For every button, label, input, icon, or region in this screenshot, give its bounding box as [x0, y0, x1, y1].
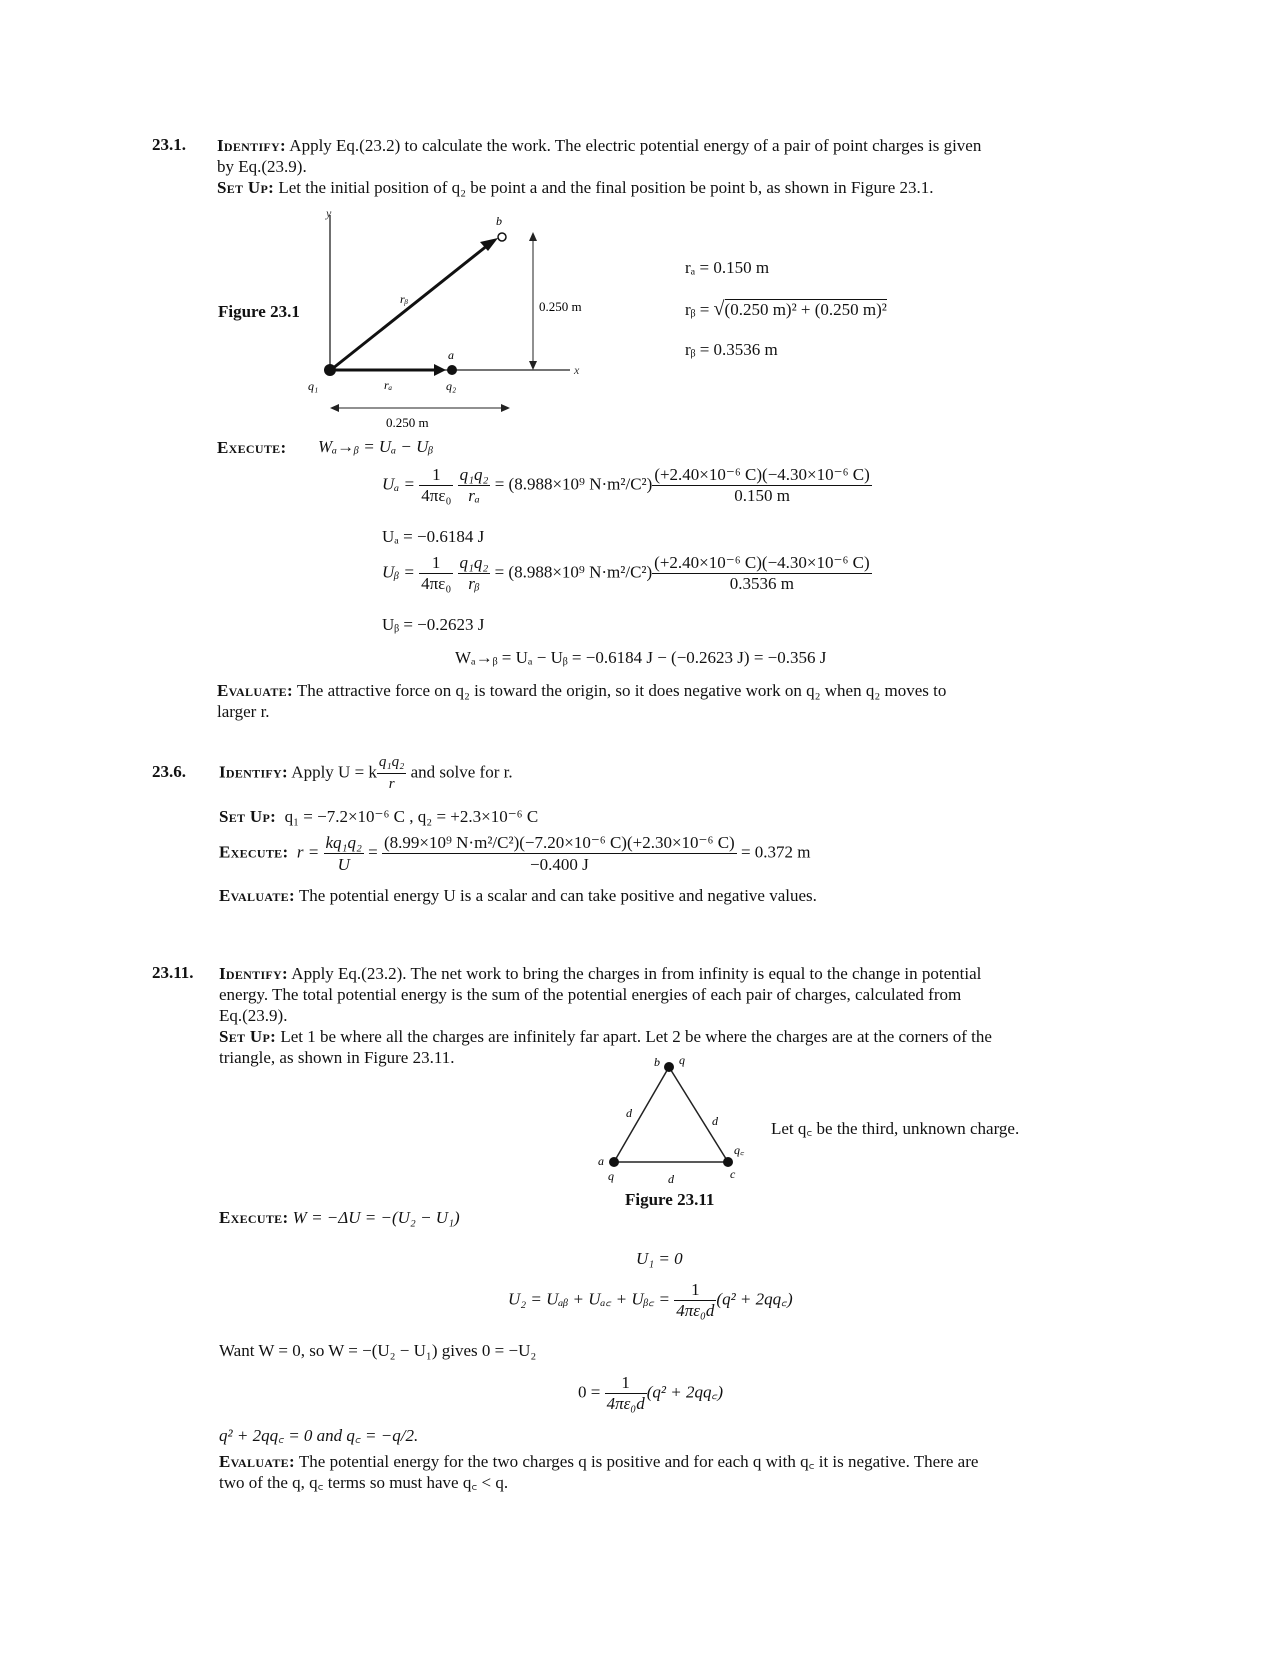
identify-line-23-6: Identify: Apply U = k $\frac{\text{q₁q₂}}{r}$ and solve for r.	[219, 754, 513, 792]
triangle-side-bc	[669, 1067, 728, 1162]
execute-line-23-6: Execute: r = $\frac{\text{kq₁q₂}}{U}$ = $\frac{\text{(8.99×10⁹ N·m²/C²)(−7.20×10⁻⁶ C)(+2.30×10⁻⁶ C)}}{-0.400 J}$ = 0.372 m	[219, 833, 811, 874]
charge-a	[609, 1157, 619, 1167]
identify-paragraph-23-11: Identify: Apply Eq.(23.2). The net work to bring the charges in from infinity is equal to the change in potential energy. The total potential energy is the sum of the potential energies of each pair of charges, calculated from Eq.(23.9). Set Up: Let 1 be where all the charges are infinitely far apart. Let 2 be where the charges are at the corners of the triangle, as shown in Figure 23.11.	[219, 964, 992, 1067]
triangle-side-ab	[614, 1067, 669, 1162]
ua-result: Uₐ = −0.6184 J	[382, 527, 485, 546]
problem-number-23-1: 23.1.	[152, 135, 186, 154]
q2-label: q₂	[446, 379, 457, 393]
u2-equation: U₂ = Uₐᵦ + Uₐ꜀ + Uᵦ꜀ = $\frac{1}{\text{4πε₀d}}$ (q² + 2qq꜀)	[508, 1280, 793, 1320]
identify-text-cont: by Eq.(23.9).	[217, 157, 307, 176]
charge-q1	[324, 364, 336, 376]
setup-label: Set Up:	[217, 178, 275, 197]
charge-qc-label: q꜀	[734, 1143, 745, 1157]
figure-label-23-11: Figure 23.11	[625, 1190, 715, 1209]
vertex-c-label: c	[730, 1167, 736, 1181]
figure-23-11-triangle	[588, 1050, 758, 1190]
charge-b	[664, 1062, 674, 1072]
setup-line-23-6: Set Up: q₁ = −7.2×10⁻⁶ C , q₂ = +2.3×10⁻⁶ C	[219, 807, 539, 826]
side-d-bottom-label: d	[668, 1172, 674, 1186]
zero-equation: 0 = $\frac{1}{\text{4πε₀d}}$ (q² + 2qq꜀)	[578, 1373, 724, 1413]
identify-paragraph-23-1	[217, 135, 1117, 198]
charge-q-top-label: q	[679, 1053, 685, 1067]
ub-result: Uᵦ = −0.2623 J	[382, 615, 485, 634]
identify-text: Apply Eq.(23.2) to calculate the work. The electric potential energy of a pair of point charges is given	[289, 136, 982, 155]
setup-text: Let the initial position of q₂ be point a and the final position be point b, as shown in Figure 23.1.	[278, 178, 934, 197]
y-axis-label: y	[326, 206, 332, 220]
work-result: Wₐ→ᵦ = Uₐ − Uᵦ = −0.6184 J − (−0.2623 J) = −0.356 J	[455, 648, 827, 667]
ub-equation: Uᵦ = $\frac{1}{\text{4πε₀}}$ $\frac{\text{q₁q₂}}{\text{rᵦ}}$ = (8.988×10⁹ N·m²/C²) $\frac{\text{(+2.40×10⁻⁶ C)(−4.30×10⁻⁶ C)}}{0.3536 m}$	[382, 553, 870, 593]
problem-number-23-6: 23.6.	[152, 762, 186, 781]
vertical-dimension-label: 0.250 m	[539, 299, 582, 314]
vertex-b-label: b	[654, 1055, 660, 1069]
evaluate-line-23-6: Evaluate: The potential energy U is a scalar and can take positive and negative values.	[219, 886, 817, 905]
problem-number-23-11: 23.11.	[152, 963, 194, 982]
rb-vector	[332, 245, 488, 369]
charge-q-left-label: q	[608, 1169, 614, 1183]
want-line: Want W = 0, so W = −(U₂ − U₁) gives 0 = −U₂	[219, 1341, 537, 1360]
work-definition-eq: Wₐ→ᵦ = Uₐ − Uᵦ	[318, 437, 434, 456]
charge-c	[723, 1157, 733, 1167]
point-b-label: b	[496, 214, 502, 228]
point-a-label: a	[448, 348, 454, 362]
point-b	[498, 233, 506, 241]
charge-q2	[447, 365, 457, 375]
rb-value-eq: rᵦ = 0.3536 m	[685, 340, 778, 359]
ra-label: rₐ	[384, 378, 393, 392]
result-line: q² + 2qq꜀ = 0 and q꜀ = −q/2.	[219, 1426, 419, 1445]
execute-line-23-11: Execute: W = −ΔU = −(U₂ − U₁)	[219, 1208, 460, 1227]
horizontal-dimension-label: 0.250 m	[386, 415, 429, 430]
x-axis-label: x	[574, 363, 580, 377]
q1-label: q₁	[308, 379, 319, 393]
ra-value-eq: rₐ = 0.150 m	[685, 258, 770, 277]
vertex-a-label: a	[598, 1154, 604, 1168]
evaluate-paragraph-23-11: Evaluate: The potential energy for the two charges q is positive and for each q with q꜀ it is negative. There are two of the q, q꜀ terms so must have q꜀ < q.	[219, 1452, 979, 1492]
side-d-right-label: d	[712, 1114, 718, 1128]
side-d-left-label: d	[626, 1106, 632, 1120]
identify-label: Identify:	[217, 136, 286, 155]
evaluate-paragraph-23-1: Evaluate: The attractive force on q₂ is toward the origin, so it does negative work on q₂ when q₂ moves to larger r.	[217, 681, 947, 721]
rb-expression-eq: rᵦ = √(0.250 m)² + (0.250 m)²	[685, 298, 887, 320]
ra-arrowhead	[434, 364, 446, 376]
figure-23-1-diagram	[290, 205, 600, 430]
rb-label: rᵦ	[400, 292, 409, 306]
ua-equation: Uₐ = $\frac{1}{\text{4πε₀}}$ $\frac{\text{q₁q₂}}{\text{rₐ}}$ = (8.988×10⁹ N·m²/C²) $\frac{\text{(+2.40×10⁻⁶ C)(−4.30×10⁻⁶ C)}}{0.150 m}$	[382, 465, 870, 505]
execute-label-23-1: Execute:	[217, 438, 287, 457]
figure-label-23-1: Figure 23.1	[218, 302, 300, 321]
third-charge-note: Let q꜀ be the third, unknown charge.	[771, 1119, 1020, 1138]
u1-equation: U₁ = 0	[636, 1249, 683, 1268]
